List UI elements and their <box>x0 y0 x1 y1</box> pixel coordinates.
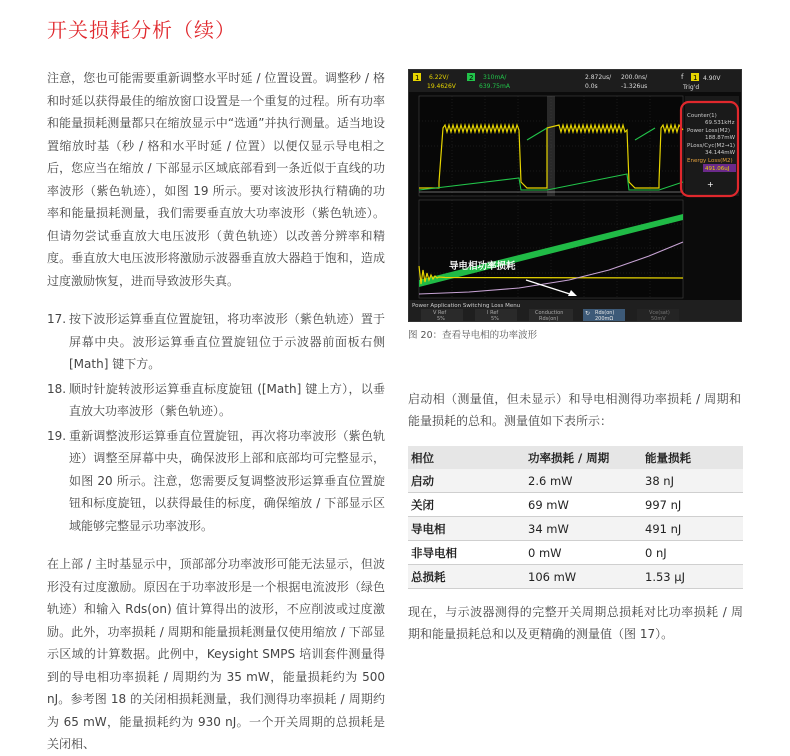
meas-label-ploss-cycle: PLoss/Cyc(M2→1) <box>687 143 735 149</box>
main-display <box>419 96 683 196</box>
intro-paragraph: 注意，您也可能需要重新调整水平时延 / 位置设置。调整秒 / 格和时延以获得最佳的缩放窗口设置是一个重复的过程。所有功率和能量损耗测量都只在缩放显示中“选通”并执行测量。适当地设置缩放时基（秒 / 格和水平时延 / 位置）以便仅显示导电相之后，您应当在缩放 / 下部显示区域底部看到一条近似于直线的功率波形（紫色轨迹），如图 19 所示。要对该波形执行精确的功率和能量损耗测量，我们需要垂直放大功率波形（紫色轨迹）。但请勿尝试垂直放大电压波形（黄色轨迹）以改善分辨率和精度。垂直放大电压波形将激励示波器垂直放大器趋于饱和，造成过度激励恢复，进而导致波形失真。 <box>47 71 385 288</box>
rotate-knob-icon: ↻ <box>585 310 591 317</box>
table-row <box>408 493 743 517</box>
steps-list <box>47 308 385 537</box>
step-text: 重新调整波形运算垂直位置旋钮，再次将功率波形（紫色轨迹）调整至屏幕中央，确保波形上部和底部均可完整显示，如图 20 所示。注意，您需要反复调整波形运算垂直位置旋钮和标度旋钮，以获得最佳的标度，确保缩放 / 下部显示区域能够完整显示功率波形。 <box>69 428 385 533</box>
softkey-top: I Ref <box>487 310 499 316</box>
meas-value-power-loss: 188.87mW <box>705 135 736 141</box>
table-cell: 0 mW <box>525 541 642 565</box>
table-header: 能量损耗 <box>642 446 743 469</box>
meas-label-counter: Counter(1) <box>687 113 717 119</box>
softkey-menu <box>409 300 741 321</box>
table-row <box>408 517 743 541</box>
right-outro-paragraph: 现在，与示波器测得的完整开关周期总损耗对比功率损耗 / 周期和能量损耗总和以及更精确的测量值（图 17）。 <box>408 605 743 641</box>
ch2-scale: 310mA/ <box>483 74 507 81</box>
meas-label-power-loss: Power Loss(M2) <box>687 128 730 134</box>
step-number: 17. <box>47 312 67 326</box>
ch2-offset: 639.75mA <box>479 83 510 90</box>
table-cell: 69 mW <box>525 493 642 517</box>
table-row <box>408 565 743 589</box>
softkey-bottom: Rds(on) <box>539 316 559 321</box>
page-title: 开关损耗分析（续） <box>47 18 236 42</box>
trigger-status: Trig'd <box>683 84 700 91</box>
step-item <box>47 308 385 376</box>
ch1-number: 1 <box>415 74 420 82</box>
table-cell: 34 mW <box>525 517 642 541</box>
table-cell: 2.6 mW <box>525 469 642 493</box>
softkey-bottom: 50mV <box>651 316 666 321</box>
table-cell: 0 nJ <box>642 541 743 565</box>
table-cell: 导电相 <box>408 517 525 541</box>
softkey-bottom: 200mΩ <box>595 316 614 321</box>
table-cell: 总损耗 <box>408 565 525 589</box>
ch1-offset: 19.4626V <box>427 83 456 90</box>
zoom-position: -1.326us <box>621 83 648 90</box>
table-row <box>408 469 743 493</box>
meas-value-ploss-cycle: 34.144mW <box>705 150 736 156</box>
softkey-bottom: 5% <box>437 316 445 321</box>
table-cell: 997 nJ <box>642 493 743 517</box>
right-intro-paragraph: 启动相（测量值，但未显示）和导电相测得功率损耗 / 周期和能量损耗的总和。测量值如下表所示： <box>408 392 741 428</box>
table-header: 相位 <box>408 446 525 469</box>
ch1-scale: 6.22V/ <box>429 74 449 81</box>
trigger-channel: 1 <box>693 74 698 82</box>
body-paragraph: 在上部 / 主时基显示中，顶部部分功率波形可能无法显示，但波形没有过度激励。原因在于功率波形是一个根据电流波形（绿色轨迹）和输入 Rds(on) 值计算得出的波形，不应削波或过度激励。此外，功率损耗 / 周期和能量损耗测量仅使用缩放 / 下部显示区域的计算数据。此例中，Keysight SMPS 培训套件测量得到的导电相功率损耗 / 周期约为 35 mW，能量损耗约为 500 nJ。参考图 18 的关闭相损耗测量，我们测得功率损耗 / 周期约为 65 mW，能量损耗约为 930 nJ。一个开关周期的总损耗是关闭相、 <box>47 557 385 751</box>
timebase-scale: 2.872us/ <box>585 74 612 81</box>
softkey-top: Rds(on) <box>595 310 615 316</box>
step-number: 19. <box>47 428 67 443</box>
softkey-top: Conduction <box>535 310 564 316</box>
step-item <box>47 378 385 423</box>
loss-table <box>408 446 743 589</box>
meas-value-counter: 69.531kHz <box>705 120 735 126</box>
table-cell: 非导电相 <box>408 541 525 565</box>
table-header-row <box>408 446 743 469</box>
step-number: 18. <box>47 381 67 396</box>
menu-title: Power Application Switching Loss Menu <box>412 303 521 309</box>
softkey-bottom: 5% <box>491 316 499 321</box>
annotation-label: 导电相功率损耗 <box>449 261 516 272</box>
softkey-top: Vce(sat) <box>649 310 670 316</box>
table-cell: 关闭 <box>408 493 525 517</box>
table-row <box>408 541 743 565</box>
table-header: 功率损耗 / 周期 <box>525 446 642 469</box>
left-column <box>47 67 385 756</box>
step-item <box>47 425 385 538</box>
oscilloscope-screenshot <box>408 69 742 322</box>
zoom-display <box>419 200 683 298</box>
step-text: 按下波形运算垂直位置旋钮，将功率波形（紫色轨迹）置于屏幕中央。波形运算垂直位置旋钮位于示波器前面板右侧 [Math] 键下方。 <box>69 312 385 371</box>
step-text: 顺时针旋转波形运算垂直标度旋钮 ([Math] 键上方），以垂直放大功率波形（紫色轨迹）。 <box>69 381 385 418</box>
ch2-number: 2 <box>469 74 474 82</box>
plus-icon: + <box>707 180 714 189</box>
trigger-level: 4.90V <box>703 75 721 82</box>
table-cell: 106 mW <box>525 565 642 589</box>
timebase-position: 0.0s <box>585 83 598 90</box>
table-cell: 启动 <box>408 469 525 493</box>
meas-label-energy-loss: Energy Loss(M2) <box>687 158 733 164</box>
softkey-top: V Ref <box>433 310 447 316</box>
measurement-panel <box>681 96 739 196</box>
table-cell: 491 nJ <box>642 517 743 541</box>
trigger-slope-icon: f <box>681 73 684 81</box>
table-cell: 38 nJ <box>642 469 743 493</box>
zoom-scale: 200.0ns/ <box>621 74 648 81</box>
table-cell: 1.53 μJ <box>642 565 743 589</box>
meas-value-energy-loss: 491.06uJ <box>705 166 730 172</box>
figure-caption: 图 20：查看导电相的功率波形 <box>408 330 538 341</box>
